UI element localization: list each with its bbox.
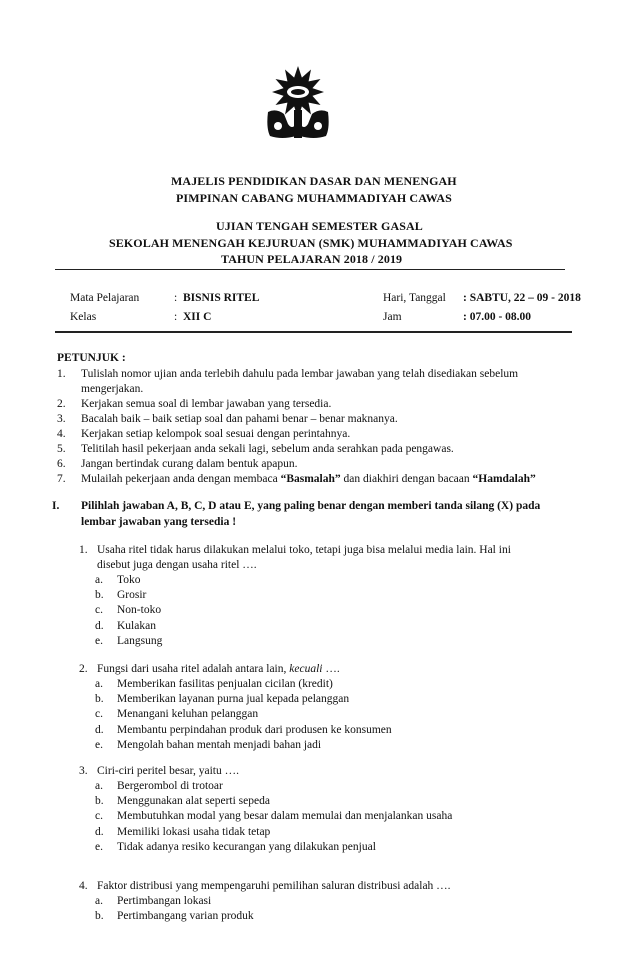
instruction-item: 2. Kerjakan semua soal di lembar jawaban yang tersedia. [57,398,332,410]
time-value: : 07.00 - 08.00 [463,311,532,323]
option-d: d. Memiliki lokasi usaha tidak tetap [95,825,271,838]
section-number: I. [52,500,60,512]
class-value: XII C [183,311,212,323]
header-divider [55,269,565,270]
instruction-item: 5. Telitilah hasil pekerjaan anda sekali lagi, sebelum anda serahkan pada pengawas. [57,443,454,455]
question-text: Fungsi dari usaha ritel adalah antara lain, kecuali …. [97,663,340,675]
question-text: Faktor distribusi yang mempengaruhi pemilihan saluran distribusi adalah …. [97,880,451,892]
instruction-item: 6. Jangan bertindak curang dalam bentuk apapun. [57,458,298,470]
option-c: c. Menangani keluhan pelanggan [95,708,259,721]
option-b: b. Pertimbangang varian produk [95,910,254,923]
subject-label: Mata Pelajaran [70,292,140,304]
option-c: c. Membutuhkan modal yang besar dalam memulai dan menjalankan usaha [95,810,453,823]
question-4 [79,879,579,924]
question-text-cont: disebut juga dengan usaha ritel …. [97,559,257,571]
info-divider [55,331,572,333]
school-name: SEKOLAH MENENGAH KEJURUAN (SMK) MUHAMMADIYAH CAWAS [109,236,513,250]
exam-title: UJIAN TENGAH SEMESTER GASAL [216,219,423,233]
question-1 [79,543,579,649]
muhammadiyah-logo [262,66,334,142]
class-colon: : [174,311,178,323]
question-text: Usaha ritel tidak harus dilakukan melalui toko, tetapi juga bisa melalui media lain. Hal ini [97,544,511,556]
option-b: b. Memberikan layanan purna jual kepada pelanggan [95,693,350,706]
subject-colon: : [174,292,178,304]
option-d: d. Membantu perpindahan produk dari produsen ke konsumen [95,723,392,736]
instructions-list [57,367,577,487]
instruction-item: 3. Bacalah baik – baik setiap soal dan pahami benar – benar maknanya. [57,413,398,425]
instructions-title: PETUNJUK : [57,352,126,364]
date-label: Hari, Tanggal [383,292,446,304]
option-d: d. Kulakan [95,619,156,632]
option-c: c. Non-toko [95,604,162,617]
option-b: b. Grosir [95,589,147,602]
section-instruction-2: lembar jawaban yang tersedia ! [81,516,237,528]
option-e: e. Mengolah bahan mentah menjadi bahan jadi [95,738,322,751]
class-label: Kelas [70,311,97,323]
academic-year: TAHUN PELAJARAN 2018 / 2019 [221,252,403,266]
question-number: 3. [79,765,88,777]
option-a: a. Bergerombol di trotoar [95,780,223,792]
subject-value: BISNIS RITEL [183,292,260,304]
time-label: Jam [383,311,402,323]
instruction-item: 1. Tulislah nomor ujian anda terlebih dahulu pada lembar jawaban yang telah disediakan sebelum [57,368,519,380]
question-3 [79,764,579,855]
option-e: e. Tidak adanya resiko kecurangan yang dilakukan penjual [95,840,376,853]
header-line-2: PIMPINAN CABANG MUHAMMADIYAH CAWAS [176,191,452,205]
option-a: a. Toko [95,574,141,586]
header-line-1: MAJELIS PENDIDIKAN DASAR DAN MENENGAH [171,174,457,188]
question-number: 2. [79,663,88,675]
option-b: b. Menggunakan alat seperti sepeda [95,795,270,808]
instruction-item-cont: mengerjakan. [81,383,144,395]
option-a: a. Memberikan fasilitas penjualan cicilan (kredit) [95,678,333,690]
date-value: : SABTU, 22 – 09 - 2018 [463,292,581,304]
question-number: 4. [79,880,88,892]
question-number: 1. [79,544,88,556]
option-a: a. Pertimbangan lokasi [95,895,212,907]
instruction-item: 4. Kerjakan setiap kelompok soal sesuai dengan perintahnya. [57,428,351,440]
question-text: Ciri-ciri peritel besar, yaitu …. [97,765,239,777]
section-instruction-1: Pilihlah jawaban A, B, C, D atau E, yang paling benar dengan memberi tanda silang (X) pada [81,500,541,512]
option-e: e. Langsung [95,634,163,647]
question-2 [79,662,579,753]
instruction-item: 7. Mulailah pekerjaan anda dengan membaca “Basmalah” dan diakhiri dengan bacaan “Hamdalah” [57,473,536,485]
